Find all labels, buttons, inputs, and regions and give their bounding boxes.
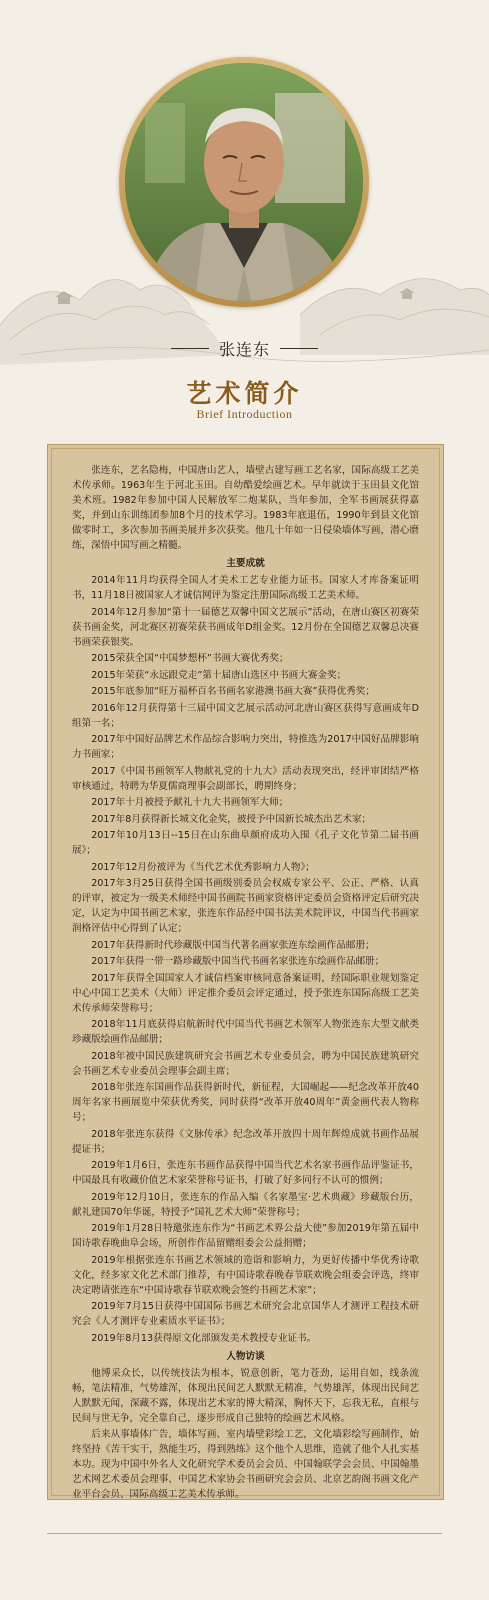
achievement-item: 2017年中国好品牌艺术作品综合影响力突出，特推选为2017中国好品牌影响力书画家； — [72, 734, 419, 760]
portrait-illustration — [125, 63, 363, 301]
achievement-item: 2017年获得新时代珍藏版中国当代著名画家张连东绘画作品邮册； — [91, 939, 375, 951]
name-left-rule — [171, 348, 209, 349]
achievement-item: 2017年10月13日--15日在山东曲阜颜府成功入围《孔子文化节第二届书画展》； — [72, 830, 419, 856]
achievement-item: 2015年荣获“永远跟党走”第十届唐山选区中书画大赛金奖； — [91, 669, 347, 681]
achievement-item: 2017年十月被授予献礼十九大书画领军大师； — [91, 797, 289, 808]
achievement-item: 2018年张连东国画作品获得新时代，新征程，大国崛起——纪念改革开放40周年名家书画展览中荣获优秀奖，同时获得“改革开放40周年”黄金画代表人物称号； — [72, 1082, 419, 1123]
achievement-item: 2017《中国书画领军人物献礼党的十九大》活动表现突出，经评审团结严格审核通过，特聘为华夏儒商理事会副部长，聘期终身； — [72, 765, 419, 792]
name-right-rule — [280, 348, 318, 349]
portrait-frame — [119, 57, 369, 307]
achievement-item: 2017年12月份被评为《当代艺术优秀影响力人物》； — [91, 861, 315, 873]
achievement-item: 2017年8月获得新长城文化金奖，被授予中国新长城杰出艺术家； — [91, 813, 372, 825]
artist-name-row — [0, 336, 489, 360]
achievement-item: 2018年11月底获得启航新时代中国当代书画艺术领军人物张连东大型文献类珍藏版绘画作品邮册； — [72, 1019, 419, 1045]
achievement-item: 2015荣获全国“中国梦想杯”书画大赛优秀奖； — [91, 653, 289, 664]
interview-heading: 人物访谈 — [226, 1350, 265, 1362]
interview-paragraph: 他博采众长，以传统技法为根本，锐意创新，笔力苍劲，运用自如，线条流畅，笔法精准，气势雄浑，体现出民间艺人默默无精准，气势雄浑，体现出民间艺人默默无闻，深藏不露，体现出艺术家的博大精深，胸怀天下，忘我无私，直根与民间与世无争，完全靠自己，逐步形成自己独特的绘画艺术风格。 — [72, 1367, 419, 1424]
achievement-item: 2017年获得一带一路珍藏版中国当代书画名家张连东绘画作品邮册； — [91, 956, 385, 967]
achievement-item: 2019年1月28日特邀张连东作为“书画艺术界公益大使”参加2019年第五届中国诗歌春晚曲阜会场，所创作作品留赠组委会公益捐赠； — [72, 1223, 419, 1249]
achievement-item: 2019年8月13获得原文化部颁发美术教授专业证书。 — [91, 1332, 317, 1344]
interview-paragraph: 后来从事墙体广告，墙体写画、室内墙壁彩绘工艺，文化墙彩绘写画制作，始终坚持《苦干实干，熟能生巧，得到熟练》这个他个人思维，造就了他个人扎实基本功。现为中国中外名人文化研究学术委员会会员、中国翰联学会会员、中国翰墨艺术网艺术委员会理事、中国艺术家协会书画研究会会员、北京艺韵阁书画文化产业平台会员、国际高级工艺美术传承师。 — [72, 1429, 419, 1500]
intro-paragraph: 张连东，艺名隐梅，中国唐山艺人，墙壁古建写画工艺名家，国际高级工艺美术传承师。1963年生于河北玉田。自幼酷爱绘画艺术。早年就读于玉田县文化馆美术班。1982年参加中国人民解放军二炮某队，当年参加，全军书画展获得嘉奖，并到山东训练团参加8个月的技术学习。1983年底退伍，1990年到县文化馆做零时工，多次参加书画美展并多次获奖。他几十年如一日侵染墙体写画，潜心磨练，深悟中国写画之精髓。 — [72, 465, 419, 551]
achievement-item: 2019年1月6日，张连东书画作品获得中国当代艺术名家书画作品评鉴证书，中国最具有收藏价值艺术家荣誉称号证书，打破了好多同行不认可的惯例； — [72, 1160, 419, 1186]
section-title-en: Brief Introduction — [196, 407, 293, 421]
artist-name: 张连东 — [218, 339, 270, 359]
achievement-item: 2017年获得全国国家人才诚信档案审核同意备案证明，经国际职业规划鉴定中心中国工艺美术（大师）评定推介委员会评定通过，授予张连东国际高级工艺美术传承师荣誉称号； — [72, 972, 419, 1014]
achievement-item: 2018年张连东获得《文脉传承》纪念改革开放四十周年辉煌成就书画作品展提证书； — [72, 1128, 419, 1155]
achievement-item: 2018年被中国民族建筑研究会书画艺术专业委员会，聘为中国民族建筑研究会书画艺术专业委员会理事会副主席； — [72, 1050, 419, 1077]
achievement-item: 2019年7月15日获得中国国际书画艺术研究会北京国华人才测评工程技术研究会《人才测评专业素质水平证书》； — [72, 1301, 419, 1327]
achievement-item: 2016年12月获得第十三届中国文艺展示活动河北唐山赛区获得写意画成年D组第一名； — [72, 702, 419, 729]
achievement-item: 2015年底参加“旺万福杯百名书画名家港澳书画大赛”获得优秀奖； — [91, 686, 375, 697]
achievement-item: 2019年12月10日，张连东的作品入编《名家墨宝·艺术典藏》珍藏版台历，献礼建国70年华诞，特授予“国礼艺术大师”荣誉称号； — [72, 1191, 419, 1218]
achievements-heading: 主要成就 — [226, 558, 265, 569]
biography-content — [72, 463, 419, 1504]
achievement-item: 2014年11月均获得全国人才美术工艺专业能力证书。国家人才库备案证明书，11月18日被国家人才诚信网评为鉴定注册国际高级工艺美术师。 — [72, 575, 419, 601]
biography-panel — [47, 444, 444, 1500]
artist-portrait-photo — [125, 63, 363, 301]
bottom-divider — [47, 1533, 442, 1534]
achievement-item: 2019年根据张连东书画艺术领域的造诣和影响力，为更好传播中华优秀诗歌文化，经多家文化艺术部门推荐，有中国诗歌春晚春节联欢晚会组委会评选，终审决定聘请张连东“中国诗歌春节联欢晚会签约书画艺术家”； — [72, 1254, 419, 1296]
achievement-item: 2014年12月参加“第十一届德艺双馨中国文艺展示”活动，在唐山赛区初赛荣获书画金奖，河北赛区初赛荣获书画成年D组金奖。12月份在全国德艺双馨总决赛书画荣获银奖。 — [72, 606, 419, 648]
section-title-cn: 艺术简介 — [186, 379, 303, 408]
achievement-item: 2017年3月25日获得全国书画级别委员会权威专家公平、公正、严格、认真的评审，被定为一级美术师经中国书画院书画家资格评定委员会资格评定后研究决定，认定为中国书画艺术家，张连东作品经中国书法美术院评议，中国当代书画家润格评估中心得到了认定； — [72, 878, 419, 934]
